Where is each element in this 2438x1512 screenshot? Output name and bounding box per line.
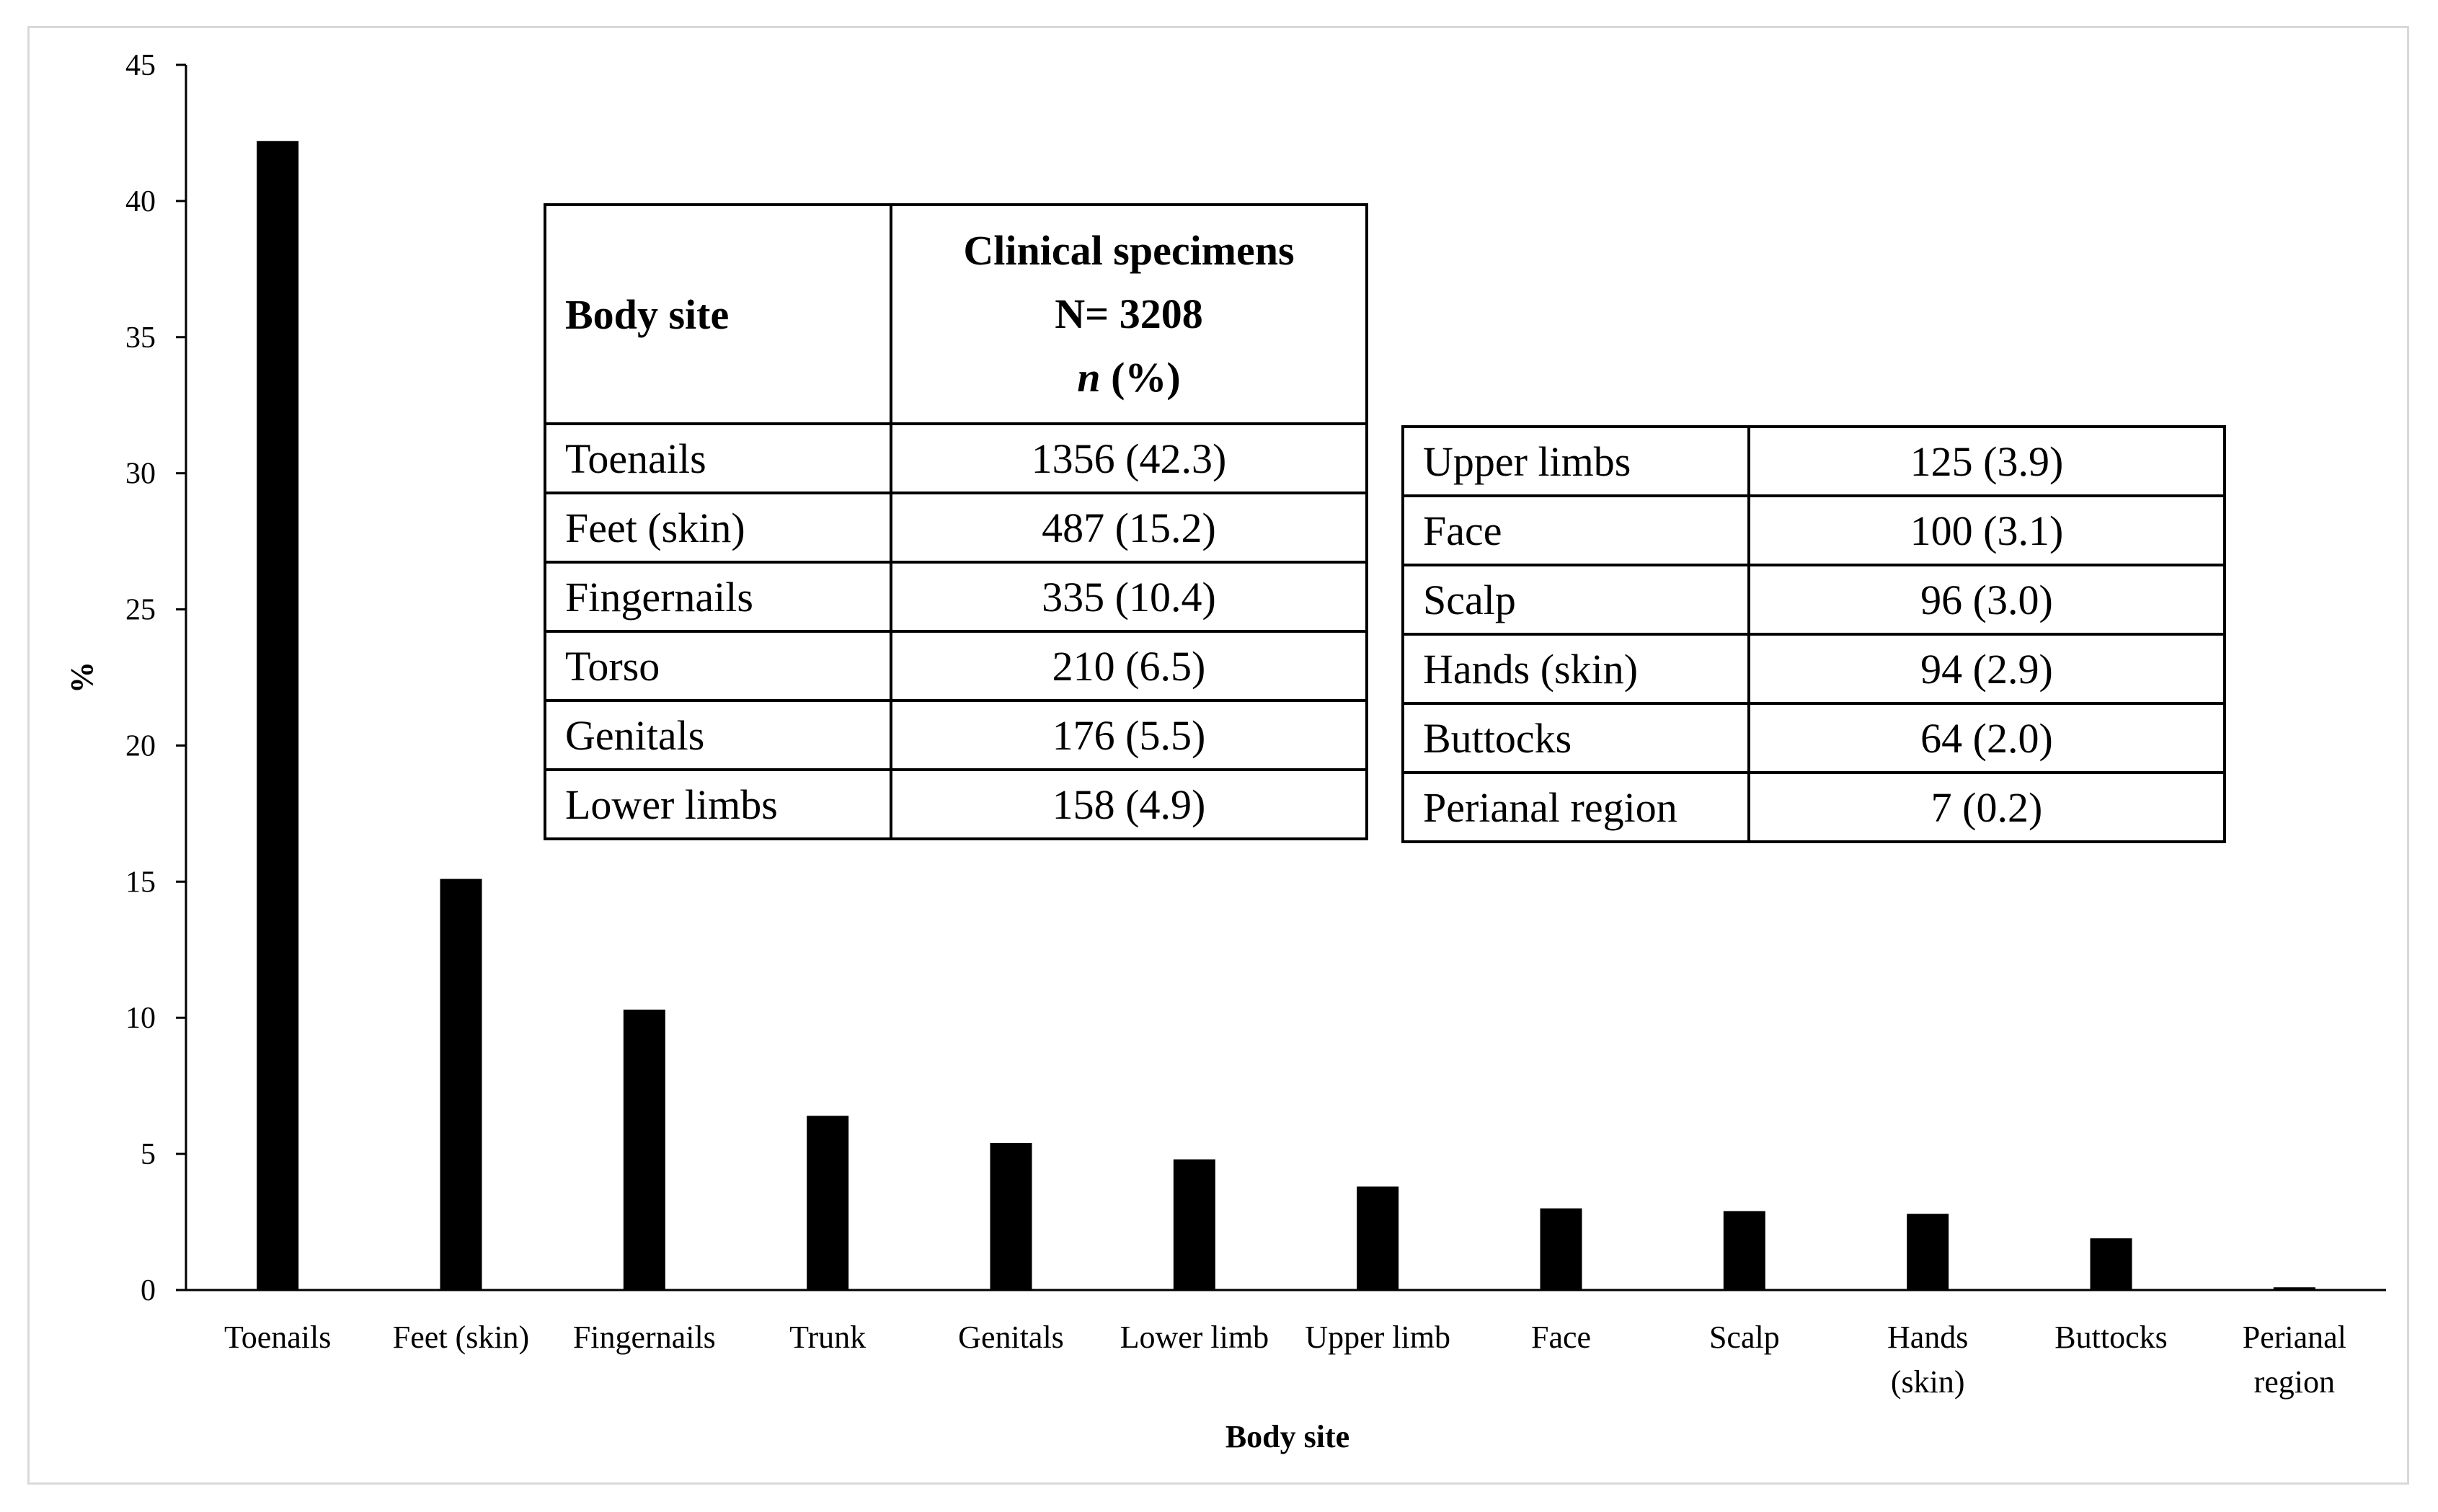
bar — [1907, 1214, 1949, 1290]
table-cell-site: Face — [1403, 496, 1749, 565]
table-cell-site: Torso — [545, 631, 891, 701]
table-cell-value: 94 (2.9) — [1749, 634, 2225, 703]
x-tick-label: Lower limb — [1120, 1320, 1269, 1355]
table-cell-value: 335 (10.4) — [891, 562, 1367, 631]
bar — [257, 141, 298, 1290]
y-tick-label: 45 — [125, 49, 156, 82]
x-tick-labels — [224, 1320, 2346, 1400]
y-tick-label: 10 — [125, 1002, 156, 1036]
header-body-site: Body site — [545, 205, 891, 424]
header-pct: (%) — [1100, 354, 1181, 401]
table-cell-site: Scalp — [1403, 565, 1749, 634]
y-tick-label: 40 — [125, 184, 156, 218]
table-row — [545, 701, 1367, 770]
x-tick-label: Feet (skin) — [392, 1320, 530, 1355]
header-n: n — [1077, 354, 1101, 401]
y-tick-label: 15 — [125, 866, 156, 899]
table-cell-site: Hands (skin) — [1403, 634, 1749, 703]
y-tick-label: 25 — [125, 593, 156, 627]
table-cell-site: Lower limbs — [545, 770, 891, 839]
table-cell-value: 210 (6.5) — [891, 631, 1367, 701]
table-row — [545, 424, 1367, 493]
table-cell-site: Feet (skin) — [545, 493, 891, 562]
x-tick-label: Fingernails — [572, 1320, 716, 1355]
x-tick-label: Perianal — [2242, 1320, 2346, 1355]
y-axis — [125, 49, 186, 1307]
table-row — [545, 493, 1367, 562]
table-cell-value: 1356 (42.3) — [891, 424, 1367, 493]
specimen-table-right — [1401, 425, 2226, 843]
table-row — [545, 562, 1367, 631]
table-cell-site: Fingernails — [545, 562, 891, 631]
x-tick-label: (skin) — [1890, 1364, 1965, 1400]
table-cell-value: 64 (2.0) — [1749, 703, 2225, 773]
x-tick-label: Genitals — [958, 1320, 1064, 1355]
table-cell-site: Genitals — [545, 701, 891, 770]
bar — [2091, 1238, 2132, 1290]
y-tick-label: 5 — [141, 1138, 156, 1172]
table-row — [545, 631, 1367, 701]
table-cell-value: 100 (3.1) — [1749, 496, 2225, 565]
bar — [990, 1143, 1032, 1290]
table-cell-value: 96 (3.0) — [1749, 565, 2225, 634]
x-tick-label: Face — [1530, 1320, 1592, 1355]
table-cell-site: Perianal region — [1403, 773, 1749, 842]
specimen-table-left — [544, 203, 1368, 840]
x-tick-label: Scalp — [1708, 1320, 1780, 1355]
table-row — [1403, 634, 2225, 703]
bar — [807, 1116, 848, 1290]
table-row — [1403, 703, 2225, 773]
table-cell-value: 487 (15.2) — [891, 493, 1367, 562]
x-tick-label: Upper limb — [1305, 1320, 1450, 1355]
bar — [1724, 1211, 1765, 1290]
y-tick-label: 35 — [125, 321, 156, 355]
table-cell-site: Upper limbs — [1403, 427, 1749, 496]
bar — [1174, 1160, 1215, 1290]
table-row — [1403, 496, 2225, 565]
bar — [1357, 1186, 1398, 1290]
header-line-1: Clinical specimens — [963, 227, 1295, 274]
table-cell-value: 7 (0.2) — [1749, 773, 2225, 842]
table-cell-value: 125 (3.9) — [1749, 427, 2225, 496]
x-tick-label: Trunk — [789, 1320, 866, 1355]
table-row — [1403, 427, 2225, 496]
table-row — [1403, 773, 2225, 842]
bar — [2274, 1287, 2315, 1290]
header-line-2: N= 3208 — [1055, 290, 1203, 337]
x-tick-label: region — [2253, 1364, 2336, 1400]
table-cell-value: 158 (4.9) — [891, 770, 1367, 839]
header-clinical-specimens — [891, 205, 1367, 424]
header-line-3 — [911, 346, 1347, 409]
x-axis-title: Body site — [1225, 1419, 1350, 1454]
y-tick-label: 20 — [125, 729, 156, 763]
x-tick-label: Hands — [1887, 1320, 1969, 1355]
table-cell-site: Toenails — [545, 424, 891, 493]
y-tick-label: 0 — [141, 1274, 156, 1307]
table-row — [1403, 565, 2225, 634]
bar — [440, 879, 482, 1290]
table-header-row — [545, 205, 1367, 424]
y-axis-title: % — [64, 662, 99, 693]
table-cell-site: Buttocks — [1403, 703, 1749, 773]
x-tick-label: Buttocks — [2054, 1320, 2168, 1355]
x-tick-label: Toenails — [223, 1320, 332, 1355]
table-row — [545, 770, 1367, 839]
bar — [1541, 1209, 1582, 1290]
table-cell-value: 176 (5.5) — [891, 701, 1367, 770]
bar — [624, 1010, 665, 1290]
y-tick-label: 30 — [125, 457, 156, 491]
